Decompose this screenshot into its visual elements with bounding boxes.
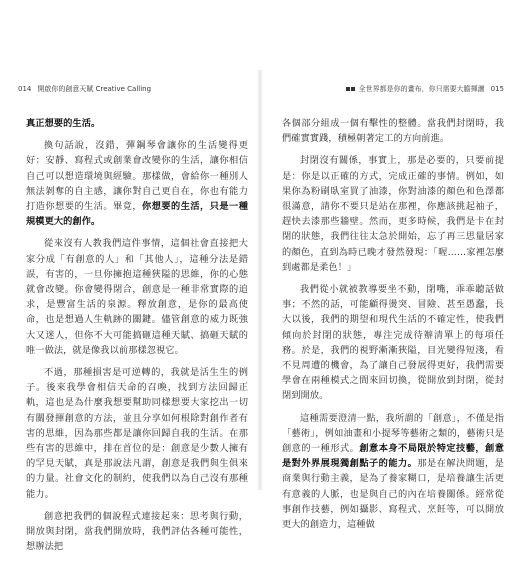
right-running-head-title: 全世界都是你的畫布，你只需要大膽揮灑: [358, 85, 485, 93]
paragraph: [26, 138, 248, 229]
paragraph: [26, 365, 248, 502]
body-text: 從來沒有人教我們這件事情，這個社會直接把大家分成「有創意的人」和「其他人」，這種分法是錯誤，有害的，一旦你擁抱這種狹隘的思維，你的心態就會改變。你會變得閉合，創意是一種非常實際的追求，是豐富生活的泉源。釋放創意，是你的最高使命，也是想過人生軌跡的關鍵。儘管創意的威力既強大又迷人，但你不大可能搞砸這種天賦、搞砸天賦的唯一做法，就是像我以前那樣忽視它。: [26, 238, 248, 356]
paragraph: [282, 153, 504, 275]
square-bullet-icon: [346, 87, 350, 91]
body-text: 我們從小就被教導要坐不動，閉嘴，乖乖聽話做事；不然的話，可能顧得燙突、冒險、甚至愚蠢，長大以後，我們的期望和現代生活的不確定性，使我們傾向於封閉的狀態，專注完成待辦清單上的每項任務。於是，我們的視野漸漸狹隘，目光變得短淺，看不見周遭的機會，為了讓自己發展得更好，我們需要學會在兩種模式之間來回切換，從開放到封閉，從封閉到開放。: [282, 284, 504, 402]
left-running-head-title: 開啟你的創意天賦 Creative Calling: [37, 85, 152, 93]
left-page-body: [26, 116, 248, 561]
right-running-head: [346, 84, 510, 94]
left-running-head: [12, 84, 151, 94]
paragraph: [282, 282, 504, 404]
book-gutter: [257, 70, 263, 490]
paragraph: [26, 116, 248, 131]
body-text: 封閉沒有關係，事實上，那是必要的，只要前提是：你是以正確的方式，完成正確的事情。例如，如果你為粉刷臥室買了油漆，你對油漆的顏色和色澤都很滿意，請你不要只是站在那裡，你應該挑起袖子，趕快去漆那些牆壁。然而，更多時候，我們是卡在封閉的狀態，我們往往太急於開始，忘了再三思量居家的顏色，直到為時已晚才發然發現：「喔……家裡怎麼到處都是柔色！」: [282, 155, 504, 273]
body-text: 各個部分組成一個有擊性的整體。當我們封閉時，我們確實實踐，積極朝著定工的方向前進。: [282, 118, 504, 145]
paragraph: [26, 509, 248, 555]
paragraph: [282, 411, 504, 533]
square-bullet-icon: [351, 87, 355, 91]
left-page-number: 014: [18, 85, 32, 93]
emphasis-text: 真正想要的生活。: [26, 118, 101, 129]
body-text: 換句話說，沒錯，彈鋼琴會讓你的生活變得更好：安靜、寫程式或創業會改變你的生活，讓你相信自己可以想造環境與經驗。那樣做，會給你一種別人無法剝奪的自主感，讓你對自己更自在，你也有能力打造你想要的生活。畢竟，: [26, 140, 248, 213]
right-page-number: 015: [490, 85, 504, 93]
emphasis-text: 創意本身不局限於特定技藝，創意是對外界展現獨創點子的能力。: [282, 443, 505, 470]
body-text: 不過，那種損害是可逆轉的，我就是活生生的例子。後來我學會相信天命的召喚，找到方法回歸正軌，這也是為什麼我想要幫助同樣想要大家挖出一切有關發揮創意的方法，並且分享如何根除對創作者有害的思維，因為那些都是讓你回歸自我的生活。在那些有害的思維中，排在首位的是：創意是少數人擁有的罕見天賦，真是那說法凡謂，創意是我們與生俱來的力量。社會文化的制約，使我們以為自己沒有那種能力。: [26, 367, 248, 500]
emphasis-text: 你想要的生活，只是一種規模更大的創作。: [26, 201, 249, 228]
body-text: 這種需要澄清一點，我所謂的「創意」，不僅是指「藝術」，例如油畫和小提琴等藝術之類的，藝術只是創意的一種形式。: [282, 412, 504, 455]
paragraph: [282, 116, 504, 146]
body-text: 那是在解決問題，是商業與行動主義，是為了養家糊口，是培養讓生活更有意義的人脈，也是與自己的內在培養關係。經常從事創作技藝，例如攝影、寫程式、烹飪等，可以開放更大的創造力，這種做: [282, 458, 504, 531]
body-text: 創意把我們的個說程式連接起來：思考與行動，開放與封閉，當我們開放時，我們評估各種可能性，想辦法把: [26, 510, 248, 553]
paragraph: [26, 236, 248, 358]
right-page-body: [282, 116, 504, 539]
